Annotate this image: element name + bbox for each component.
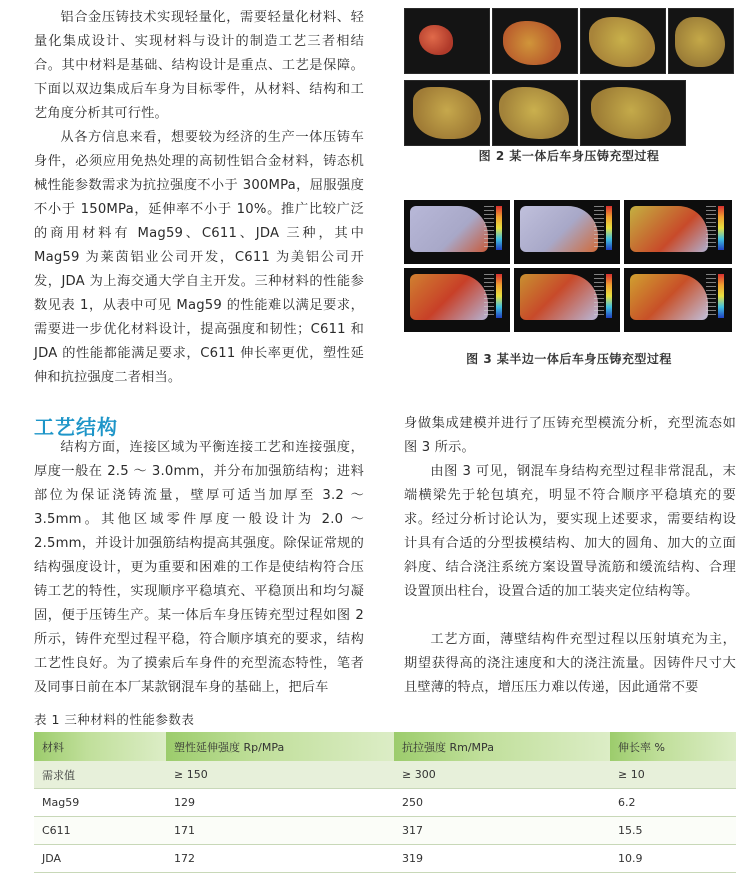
- table-title: 表 1 三种材料的性能参数表: [34, 712, 195, 727]
- table-row: [34, 789, 736, 817]
- table-cell: ≥ 300: [394, 761, 610, 789]
- table-cell: 129: [166, 789, 394, 817]
- table-cell: 6.2: [610, 789, 736, 817]
- fig2-frame-7: [580, 80, 686, 146]
- fig2-frame-6: [492, 80, 578, 146]
- table-row: [34, 761, 736, 789]
- figure-3-caption: 图 3 某半边一体后车身压铸充型过程: [466, 352, 672, 366]
- table-cell: 250: [394, 789, 610, 817]
- fig2-frame-2: [492, 8, 578, 74]
- fig3-frame-3: [624, 200, 732, 264]
- material-properties-table: [34, 732, 736, 873]
- header-elongation: 伸长率 %: [610, 732, 736, 761]
- figure-2-caption: 图 2 某一体后车身压铸充型过程: [478, 149, 660, 163]
- material-paragraph: 从各方信息来看，想要较为经济的生产一体压铸车身件，必须应用免热处理的高韧性铝合金材料，铸态机械性能参数需求为抗拉强度不小于 300MPa，屈服强度不小于 150MPa，延伸率不小于 10%。推广比较广泛的商用材料有 Mag59、C611、JDA 三种，其中 Mag59 为莱茵铝业公司开发，C611 为美铝公司开发，JDA 为上海交通大学自主开发。三种材料的性能参数见表 1，从表中可见 Mag59 的性能难以满足要求，需要进一步优化材料设计，提高强度和韧性；C611 和 JDA 的性能都能满足要求，C611 伸长率更优，塑性延伸和抗拉强度二者相当。: [34, 130, 364, 385]
- table-cell: C611: [34, 817, 166, 845]
- fig2-frame-5: [404, 80, 490, 146]
- continuation-paragraph: 身做集成建模并进行了压铸充型模流分析，充型流态如图 3 所示。: [404, 416, 736, 455]
- fig2-frame-1: [404, 8, 490, 74]
- analysis-paragraph: 由图 3 可见，钢混车身结构充型过程非常混乱，末端横梁先于轮包填充，明显不符合顺序平稳填充的要求。经过分析讨论认为，要实现上述要求，需要结构设计具有合适的分型拔模结构、加大的圆角、加大的立面斜度、结合浇注系统方案设置导流筋和缓流结构、合理设置顶出柱台，设置合适的加工装夹定位结构等。: [404, 464, 736, 599]
- section-heading: 工艺结构: [34, 415, 118, 439]
- header-tensile-strength: 抗拉强度 Rm/MPa: [394, 732, 610, 761]
- fig3-frame-4: [404, 268, 510, 332]
- table-cell: 15.5: [610, 817, 736, 845]
- header-material: 材料: [34, 732, 166, 761]
- intro-paragraph: 铝合金压铸技术实现轻量化，需要轻量化材料、轻量化集成设计、实现材料与设计的制造工艺三者相结合。其中材料是基础、结构设计是重点、工艺是保障。下面以双边集成后车身为目标零件，从材料、结构和工艺角度分析其可行性。: [34, 10, 364, 121]
- table-cell: Mag59: [34, 789, 166, 817]
- fig3-frame-6: [624, 268, 732, 332]
- table-cell: JDA: [34, 845, 166, 873]
- table-row: [34, 845, 736, 873]
- header-yield-strength: 塑性延伸强度 Rp/MPa: [166, 732, 394, 761]
- fig2-frame-4: [668, 8, 734, 74]
- table-cell: 172: [166, 845, 394, 873]
- table-cell: 319: [394, 845, 610, 873]
- table-header-row: [34, 732, 736, 761]
- table-cell: 171: [166, 817, 394, 845]
- fig3-frame-1: [404, 200, 510, 264]
- table-cell: ≥ 10: [610, 761, 736, 789]
- fig3-frame-2: [514, 200, 620, 264]
- table-cell: ≥ 150: [166, 761, 394, 789]
- structure-paragraph: 结构方面，连接区域为平衡连接工艺和连接强度，厚度一般在 2.5 ～ 3.0mm，并分布加强筋结构；进料部位为保证浇铸流量，壁厚可适当加厚至 3.2 ～ 3.5mm。其他区域零件厚度一般设计为 2.0 ～ 2.5mm，并设计加强筋结构提高其强度。除保证常规的结构强度设计，更为重要和困难的工作是使结构符合压铸工艺的特性，实现顺序平稳填充、平稳顶出和均匀凝固，便于压铸生产。某一体后车身压铸充型过程如图 2 所示，铸件充型过程平稳，符合顺序填充的要求，结构工艺性良好。为了摸索后车身件的充型流态特性，笔者及同事日前在本厂某款钢混车身的基础上，把后车: [34, 440, 364, 695]
- process-paragraph: 工艺方面，薄壁结构件充型过程以压射填充为主，期望获得高的浇注速度和大的浇注流量。因铸件尺寸大且壁薄的特点，增压压力难以传递，因此通常不要: [404, 632, 736, 695]
- fig2-frame-3: [580, 8, 666, 74]
- fig3-frame-5: [514, 268, 620, 332]
- table-cell: 需求值: [34, 761, 166, 789]
- table-row: [34, 817, 736, 845]
- table-cell: 10.9: [610, 845, 736, 873]
- table-cell: 317: [394, 817, 610, 845]
